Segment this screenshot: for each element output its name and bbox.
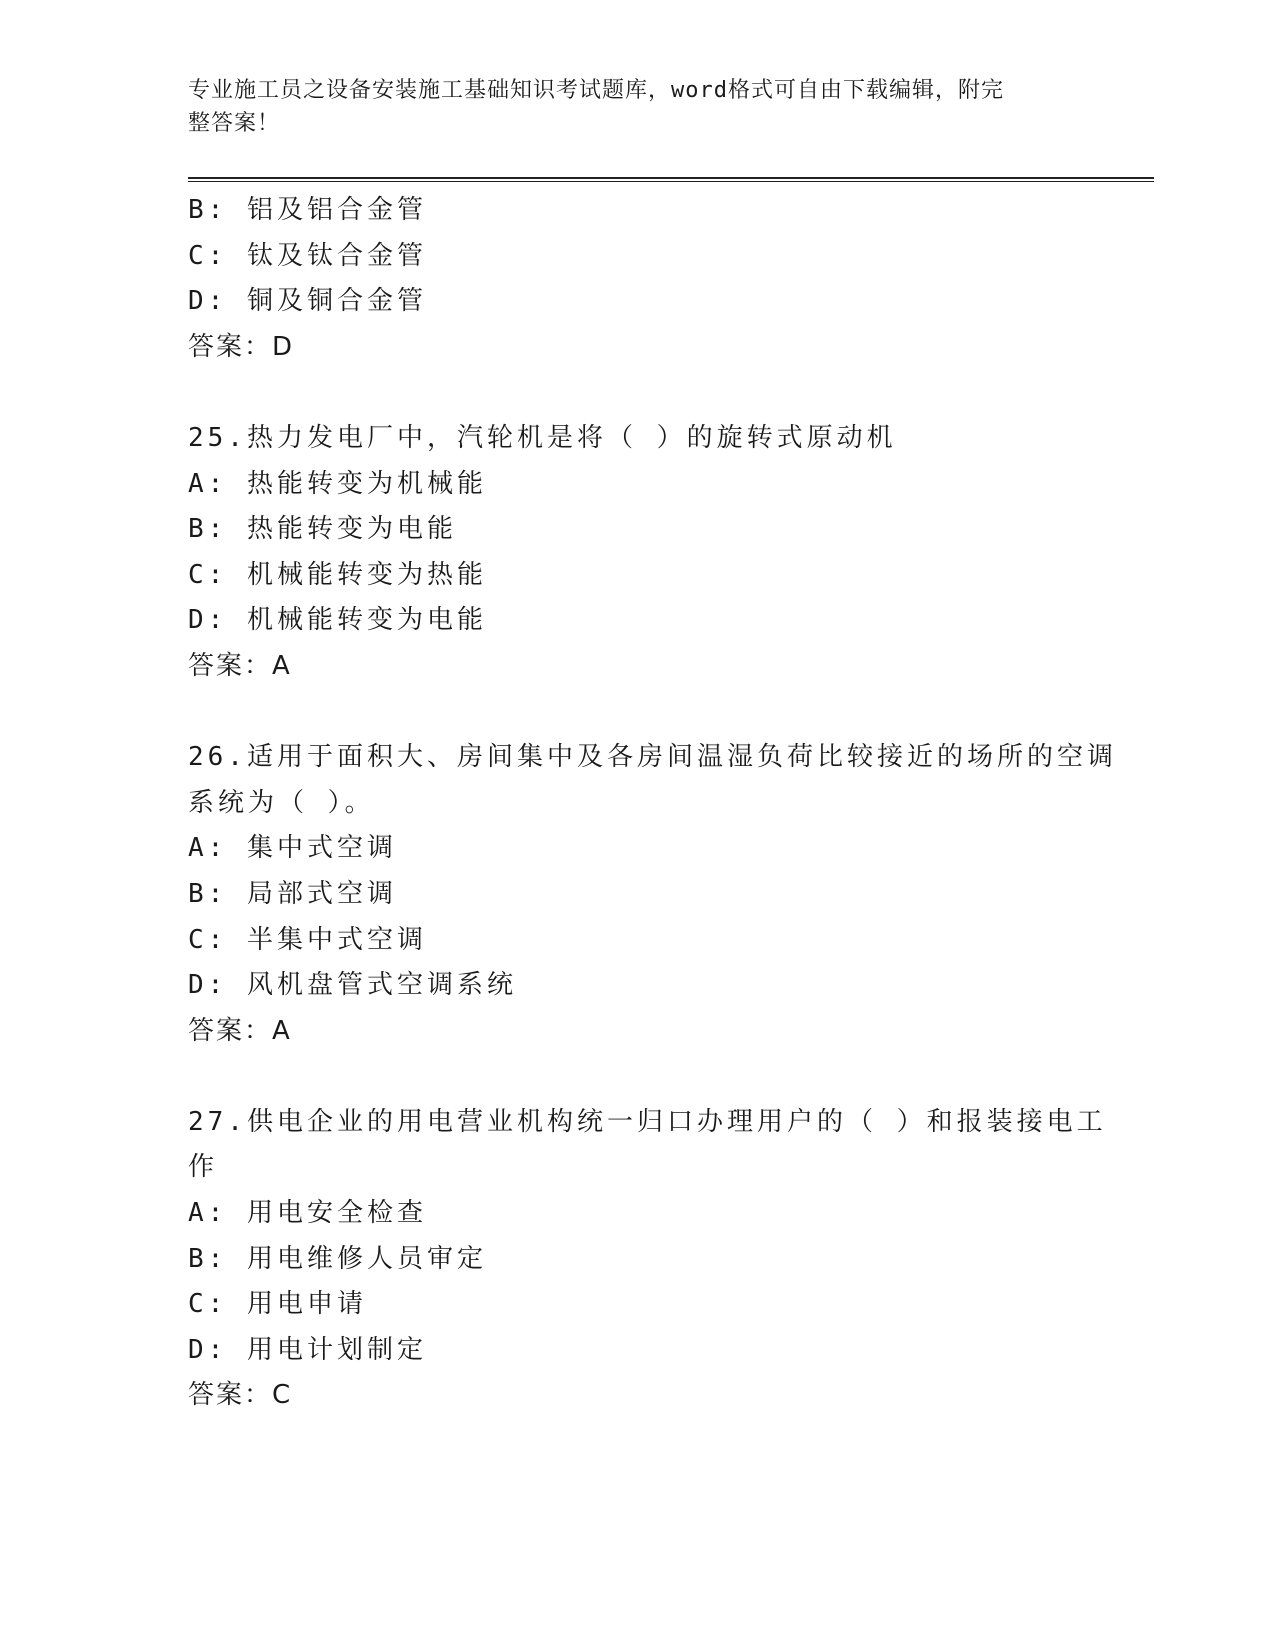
question-26 [188,735,1117,1054]
option-c: C: 钛及钛合金管 [188,240,427,271]
option-b: B: 局部式空调 [188,878,397,909]
option-d: D: 风机盘管式空调系统 [188,970,517,1001]
spacer [188,370,1088,416]
header-line-1: 专业施工员之设备安装施工基础知识考试题库，word格式可自由下载编辑，附完 [188,78,1004,103]
option-b: B: 用电维修人员审定 [188,1243,487,1274]
header-divider [188,177,1154,182]
previous-question-tail [188,188,1088,370]
question-25 [188,416,1088,690]
question-stem-continued: 作 [188,1152,219,1183]
answer-line: 答案：D [188,331,295,362]
answer-line: 答案：A [188,650,292,681]
option-c: C: 用电申请 [188,1289,367,1320]
option-d: D: 机械能转变为电能 [188,605,487,636]
option-c: C: 半集中式空调 [188,924,427,955]
spacer [188,1054,1088,1100]
spacer [188,690,1088,736]
document-header [188,74,1068,140]
option-c: C: 机械能转变为热能 [188,559,487,590]
question-stem: 26.适用于面积大、房间集中及各房间温湿负荷比较接近的场所的空调 [188,742,1117,773]
header-line-2: 整答案！ [188,111,281,136]
question-stem: 27.供电企业的用电营业机构统一归口办理用户的（ ）和报装接电工 [188,1106,1107,1137]
option-d: D: 铜及铜合金管 [188,286,427,317]
question-stem-continued: 系统为（ ）。 [188,787,375,818]
answer-line: 答案：C [188,1380,293,1411]
option-a: A: 热能转变为机械能 [188,468,487,499]
option-a: A: 用电安全检查 [188,1198,427,1229]
question-content [188,188,1117,1419]
option-b: B: 热能转变为电能 [188,514,457,545]
question-27 [188,1100,1107,1419]
option-a: A: 集中式空调 [188,833,397,864]
option-d: D: 用电计划制定 [188,1334,427,1365]
answer-line: 答案：A [188,1015,292,1046]
question-stem: 25.热力发电厂中，汽轮机是将（ ）的旋转式原动机 [188,422,897,453]
option-b: B: 铝及铝合金管 [188,195,427,225]
